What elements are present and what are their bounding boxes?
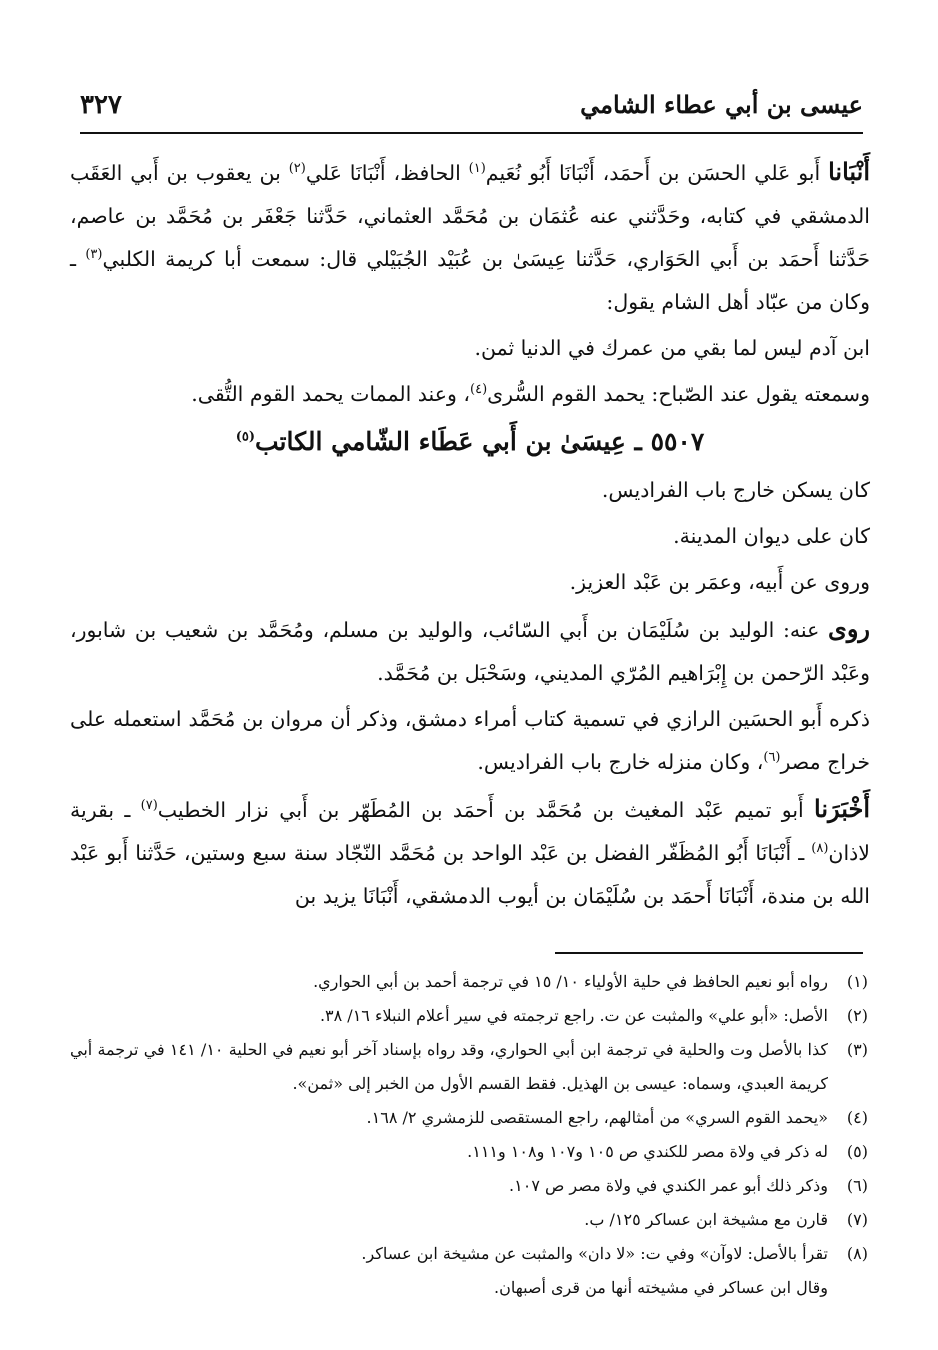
footnote-continuation <box>70 1271 868 1305</box>
paragraph-residence: كان يسكن خارج باب الفراديس. <box>601 478 870 502</box>
paragraph-narrated-from: وروى عن أَبيه، وعمَر بن عَبْد العزيز. <box>569 570 870 594</box>
isnad-lead-word: أَنْبَانا <box>828 157 870 186</box>
footnote <box>70 1203 868 1237</box>
footnote-ref[interactable]: (٧) <box>140 798 158 814</box>
footnote-text: له ذكر في ولاة مصر للكندي ص ١٠٥ و١٠٧ و١٠٨ و١١١. <box>467 1142 828 1161</box>
page-header <box>80 88 863 134</box>
text-span: بن يعقوب بن أَبي العَقَب الدمشقي في كتابه، وحَدَّثني عنه عُثمَان بن مُحَمَّد العثماني، حَدَّثنا جَعْفَر بن مُحَمَّد بن عاصم، حَدَّثنا أَحمَد بن أَبي الحَوَاري، حَدَّثنا عِيسَىٰ بن عُبَيْد الجُبَيْلي قال: سمعت أبا كريمة الكلبي <box>70 161 870 271</box>
paragraph-narrators <box>70 607 870 695</box>
footnote-ref[interactable]: (٨) <box>811 841 829 857</box>
footnote-text: تقرأ بالأصل: لاوآن» وفي ت: «لا دان» والمثبت عن مشيخة ابن عساكر. <box>361 1244 828 1263</box>
footnote-text: وقال ابن عساكر في مشيخته أنها من قرى أصبهان. <box>493 1278 828 1297</box>
text-span: ـ وكان من عبّاد أهل الشام يقول: <box>70 247 870 314</box>
footnote-ref[interactable]: (٣) <box>85 247 103 263</box>
footnote-number: (١) <box>846 972 868 991</box>
footnote <box>70 965 868 999</box>
narrators-lead-word: روى <box>828 614 870 643</box>
page-number: ٣٢٧ <box>80 90 122 120</box>
footnote-text: وذكر ذلك أبو عمر الكندي في ولاة مصر ص ١٠٧. <box>509 1176 828 1195</box>
footnote <box>70 1033 868 1101</box>
footnote-text: كذا بالأصل وت والحلية في ترجمة ابن أبي الحواري، وقد رواه بإسناد آخر أبو نعيم في الحلية ١٠/ ١٤١ في ترجمة أبي كريمة العبدي، وسماه: عيسى بن الهذيل. فقط القسم الأول من الخبر إلى «ثمن». <box>70 1040 828 1093</box>
running-title: عيسى بن أبي عطاء الشامي <box>580 90 863 119</box>
footnote-text: «يحمد القوم السري» من أمثالهم، راجع المستقصى للزمشري ٢/ ١٦٨. <box>366 1108 828 1127</box>
entry-title-text: ٥٥٠٧ ـ عِيسَىٰ بن أَبي عَطَاء الشّامي الكاتب <box>254 427 705 456</box>
text-span: عنه: الوليد بن سُلَيْمَان بن أَبي السّائب، والوليد بن مسلم، ومُحَمَّد بن شعيب بن شابور، وعَبْد الرّحمن بن إِبْرَاهيم المُرّي المديني، وسَحْبَل بن مُحَمَّد. <box>70 618 870 685</box>
footnote-number: (٧) <box>846 1210 868 1229</box>
paragraph-mention <box>70 698 870 784</box>
footnote-number: (٨) <box>846 1244 868 1263</box>
footnote-ref[interactable]: (٥) <box>235 429 255 445</box>
isnad-lead-word: أَخْبَرَنا <box>814 794 870 823</box>
footnote-number: (٦) <box>846 1176 868 1195</box>
entry-title <box>70 420 870 463</box>
footnote-ref[interactable]: (١) <box>468 161 486 177</box>
footnote <box>70 1101 868 1135</box>
footnote-text: رواه أبو نعيم الحافظ في حلية الأولياء ١٠/ ١٥ في ترجمة أحمد بن أبي الحواري. <box>313 972 828 991</box>
footnote-divider <box>555 952 863 954</box>
text-span: ، وعند الممات يحمد القوم التُّقى. <box>191 382 470 406</box>
paragraph-isnad-1 <box>70 150 870 324</box>
paragraph-quote: ابن آدم ليس لما بقي من عمرك في الدنيا ثمن. <box>474 336 870 360</box>
footnote-ref[interactable]: (٦) <box>763 750 781 766</box>
footnote-text: الأصل: «أبو علي» والمثبت عن ت. راجع ترجمته في سير أعلام النبلاء ١٦/ ٣٨. <box>319 1006 828 1025</box>
text-span: ـ بقرية لاذان <box>70 798 870 865</box>
footnote <box>70 1237 868 1271</box>
paragraph-isnad-2 <box>70 787 870 918</box>
footnote <box>70 1169 868 1203</box>
footnote-ref[interactable]: (٤) <box>470 382 488 398</box>
text-span: وسمعته يقول عند الصّباح: يحمد القوم السُّرى <box>487 382 870 406</box>
text-span: أَبو عَلي الحسَن بن أَحمَد، أَنْبَانَا أَبُو نُعَيم <box>485 161 829 185</box>
text-span: ـ أَنْبَانَا أَبُو المُظَفّر الفضل بن عَبْد الواحد بن مُحَمَّد النّجّاد سنة سبع وستين، حَدَّثنا أَبو عَبْد الله بن مندة، أَنْبَانَا أَحمَد بن سُلَيْمَان بن أيوب الدمشقي، أَنْبَانَا يزيد بن <box>70 841 870 908</box>
paragraph-saying <box>70 373 870 416</box>
footnote <box>70 1135 868 1169</box>
footnote-ref[interactable]: (٢) <box>288 161 306 177</box>
text-span: الحافظ، أَنْبَانَا عَلي <box>305 161 469 185</box>
footnote-text: قارن مع مشيخة ابن عساكر ١٢٥/ ب. <box>584 1210 828 1229</box>
footnote-number: (٥) <box>846 1142 868 1161</box>
footnote-number: (٤) <box>846 1108 868 1127</box>
text-span: أَبو تميم عَبْد المغيث بن مُحَمَّد بن أَحمَد بن المُطَهّر بن أَبي نزار الخطيب <box>157 798 815 822</box>
footnote <box>70 999 868 1033</box>
footnotes <box>70 965 868 1305</box>
main-text <box>70 150 870 918</box>
paragraph-office: كان على ديوان المدينة. <box>673 524 870 548</box>
footnote-number: (٣) <box>846 1040 868 1059</box>
text-span: ذكره أَبو الحسَين الرازي في تسمية كتاب أمراء دمشق، وذكر أن مروان بن مُحَمَّد استعمله على خراج مصر <box>70 707 870 774</box>
text-span: ، وكان منزله خارج باب الفراديس. <box>477 750 764 774</box>
footnote-number: (٢) <box>846 1006 868 1025</box>
